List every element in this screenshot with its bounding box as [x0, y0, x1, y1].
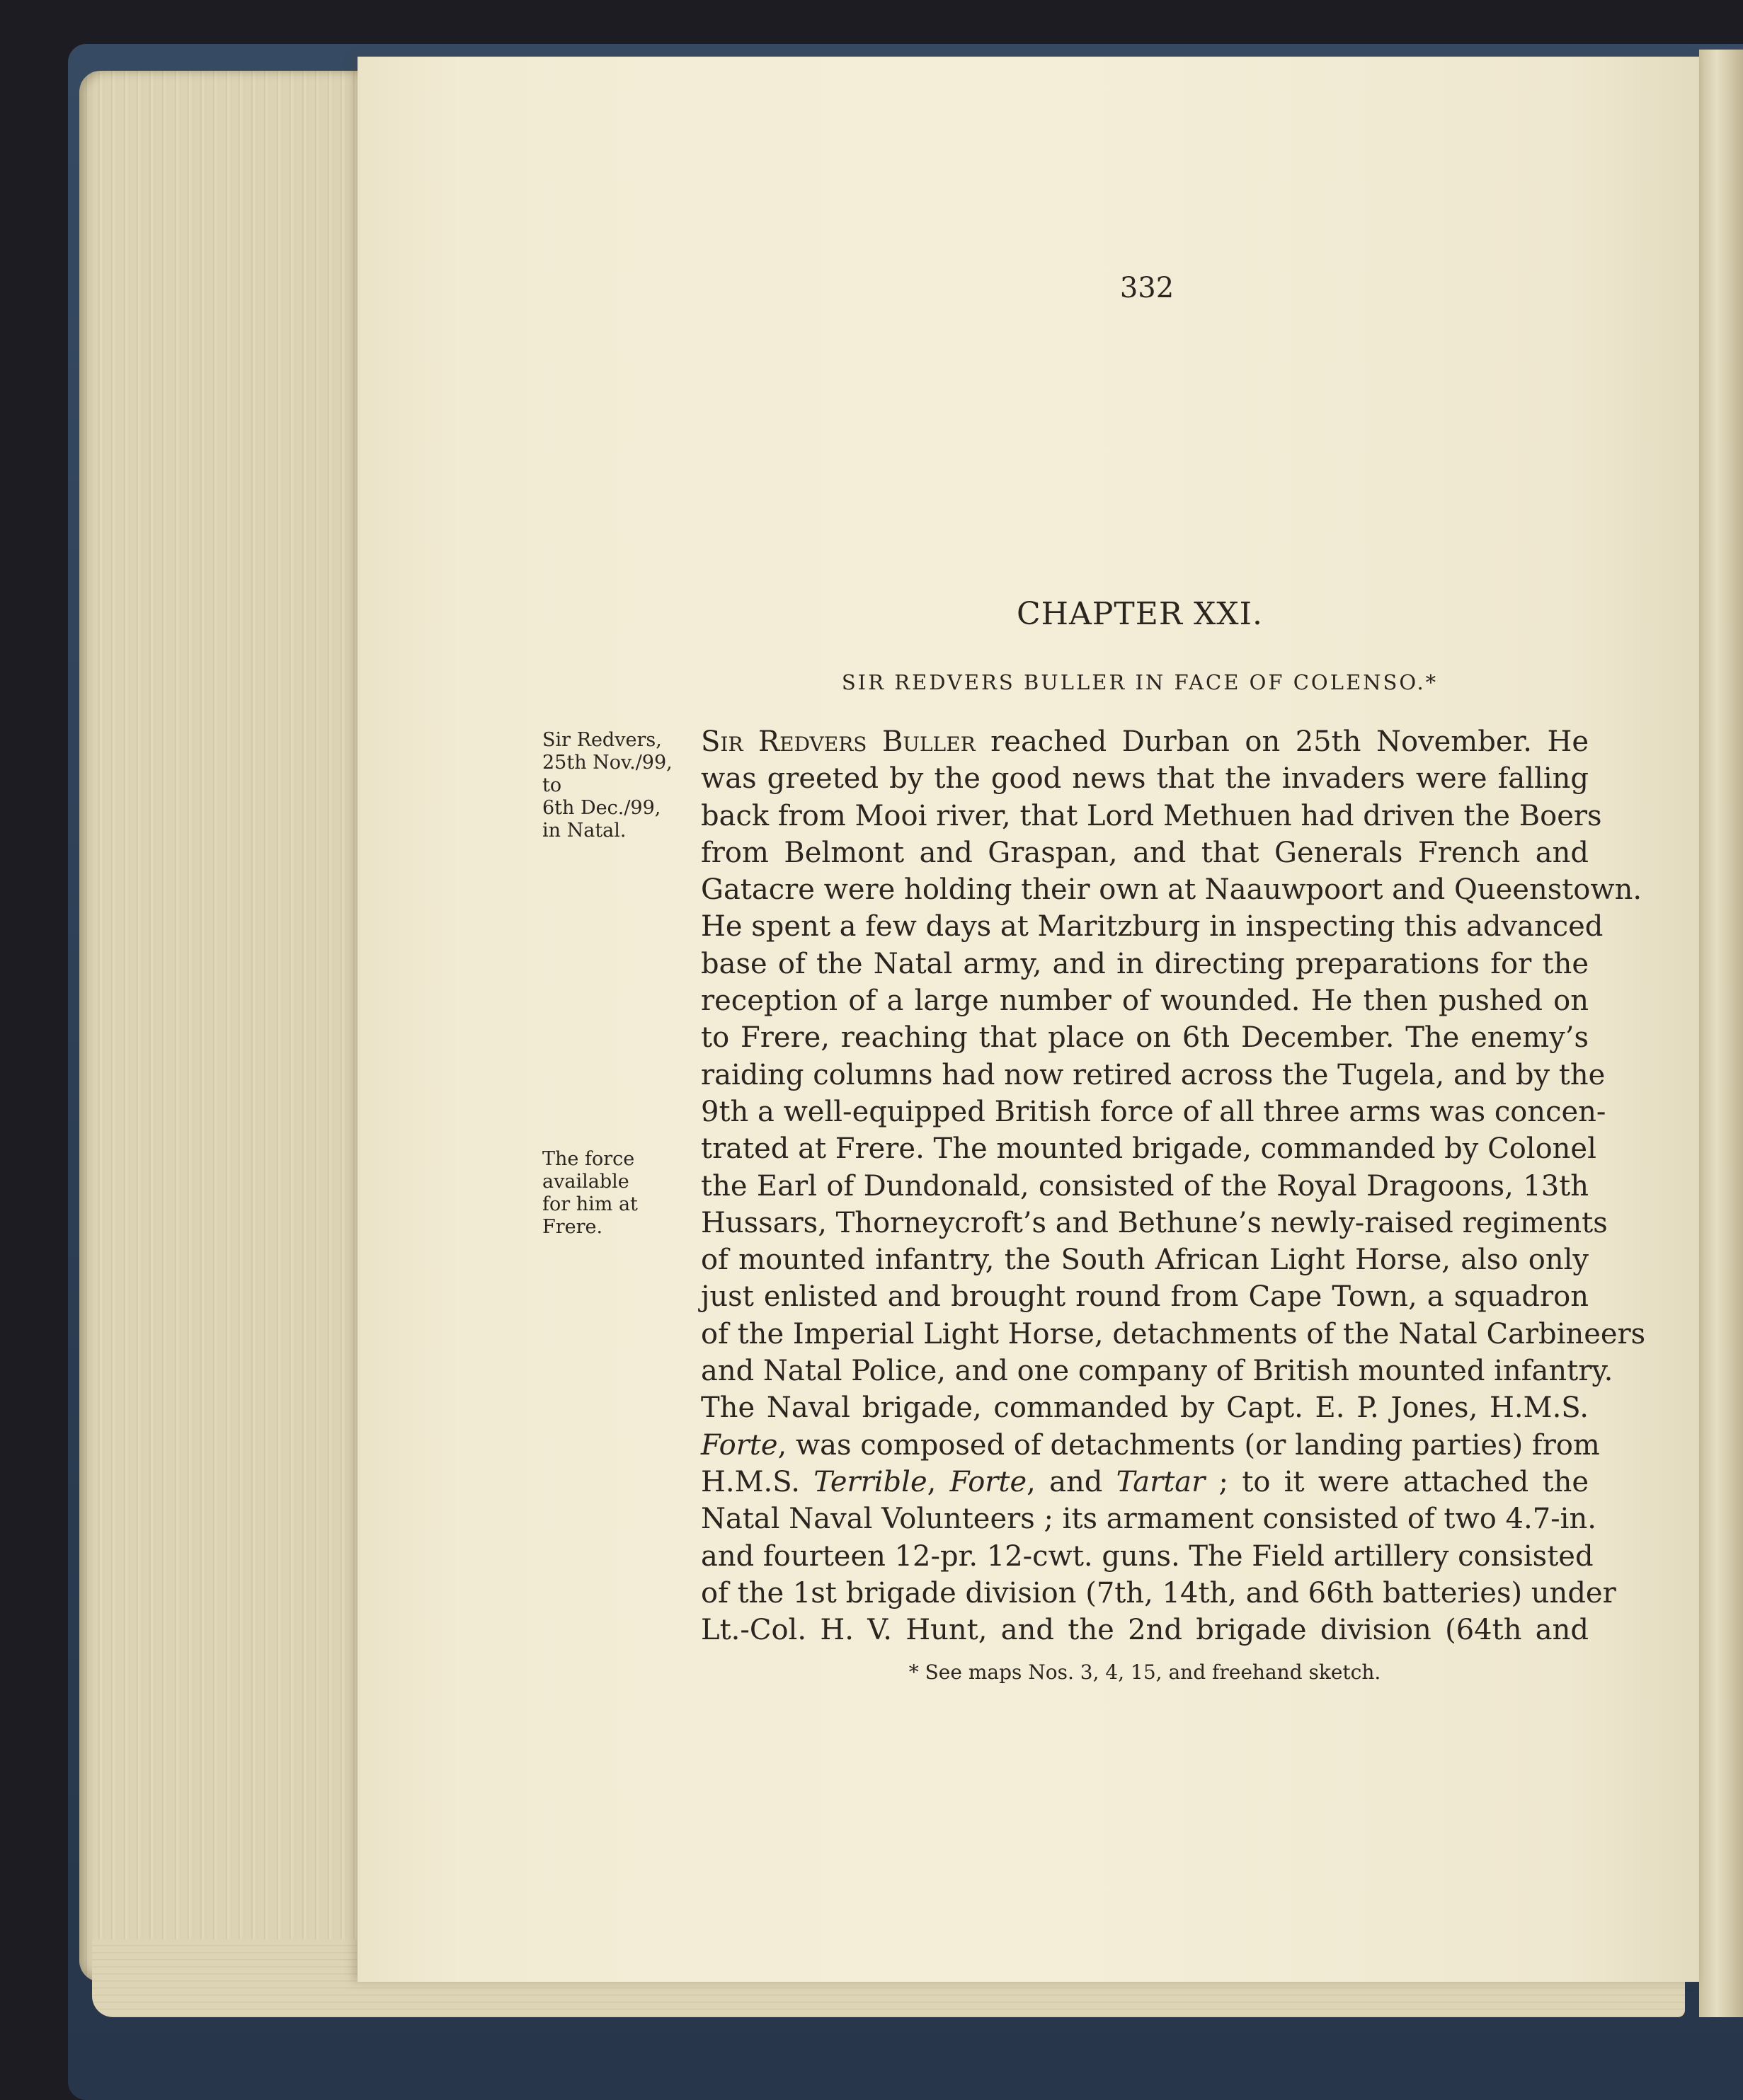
- body-line: just enlisted and brought round from Cape Town, a squadron: [701, 1280, 1589, 1314]
- margin-note-line: The force: [542, 1148, 635, 1170]
- body-line: back from Mooi river, that Lord Methuen had driven the Boers: [701, 799, 1602, 832]
- margin-note-line: 6th Dec./99,: [542, 797, 661, 819]
- ship-name-italic: Terrible: [813, 1465, 927, 1498]
- margin-note-line: available: [542, 1171, 629, 1193]
- margin-note-line: 25th Nov./99,: [542, 752, 673, 774]
- body-line: Sir Redvers Buller reached Durban on 25th November. He: [701, 725, 1589, 758]
- body-line: of the 1st brigade division (7th, 14th, and 66th batteries) under: [701, 1576, 1616, 1610]
- body-line: The Naval brigade, commanded by Capt. E. P. Jones, H.M.S.: [701, 1392, 1589, 1425]
- margin-note-1: [542, 729, 684, 842]
- body-line: and Natal Police, and one company of British mounted infantry.: [701, 1355, 1613, 1388]
- margin-note-line: to: [542, 774, 562, 796]
- footnote: * See maps Nos. 3, 4, 15, and freehand sketch.: [908, 1660, 1381, 1684]
- book-gutter: [1699, 50, 1743, 2017]
- body-line: Natal Naval Volunteers ; its armament consisted of two 4.7-in.: [701, 1503, 1596, 1536]
- body-line: to Frere, reaching that place on 6th December. The enemy’s: [701, 1021, 1589, 1055]
- ship-name-italic: Forte: [949, 1465, 1027, 1498]
- body-line: 9th a well-equipped British force of all three arms was concen-: [701, 1095, 1606, 1128]
- body-line: from Belmont and Graspan, and that Generals French and: [701, 836, 1589, 869]
- body-line: trated at Frere. The mounted brigade, commanded by Colonel: [701, 1132, 1596, 1166]
- chapter-subtitle: SIR REDVERS BULLER IN FACE OF COLENSO.*: [841, 670, 1439, 694]
- body-line: reception of a large number of wounded. He then pushed on: [701, 985, 1589, 1018]
- body-line: and fourteen 12-pr. 12-cwt. guns. The Field artillery consisted: [701, 1539, 1594, 1573]
- body-line: He spent a few days at Maritzburg in inspecting this advanced: [701, 910, 1604, 943]
- body-line: of mounted infantry, the South African Light Horse, also only: [701, 1244, 1589, 1277]
- lead-smallcaps: Sir Redvers Buller: [701, 725, 976, 758]
- page-number: 332: [1119, 272, 1175, 304]
- body-line: Lt.-Col. H. V. Hunt, and the 2nd brigade division (64th and: [701, 1614, 1589, 1647]
- body-line: Gatacre were holding their own at Naauwpoort and Queenstown.: [701, 873, 1642, 907]
- body-text: [701, 723, 1646, 1648]
- body-line: base of the Natal army, and in directing preparations for the: [701, 947, 1589, 980]
- chapter-title: CHAPTER XXI.: [1016, 596, 1263, 632]
- margin-note-line: in Natal.: [542, 820, 627, 842]
- ship-name-italic: Tartar: [1116, 1465, 1206, 1498]
- margin-note-line: for him at: [542, 1193, 638, 1215]
- margin-note-2: [542, 1148, 684, 1239]
- body-line: of the Imperial Light Horse, detachments of the Natal Carbineers: [701, 1317, 1646, 1350]
- margin-note-line: Sir Redvers,: [542, 729, 662, 751]
- body-line: Hussars, Thorneycroft’s and Bethune’s newly-raised regiments: [701, 1206, 1608, 1239]
- page-stack-edge: [79, 71, 377, 1982]
- ship-name-italic: Forte: [701, 1428, 778, 1462]
- body-line: was greeted by the good news that the invaders were falling: [701, 762, 1589, 796]
- margin-note-line: Frere.: [542, 1216, 603, 1238]
- body-line: raiding columns had now retired across the Tugela, and by the: [701, 1058, 1606, 1091]
- body-line: the Earl of Dundonald, consisted of the Royal Dragoons, 13th: [701, 1169, 1589, 1203]
- body-line: H.M.S. Terrible, Forte, and Tartar ; to it were attached the: [701, 1465, 1589, 1498]
- body-line: Forte, was composed of detachments (or landing parties) from: [701, 1428, 1600, 1462]
